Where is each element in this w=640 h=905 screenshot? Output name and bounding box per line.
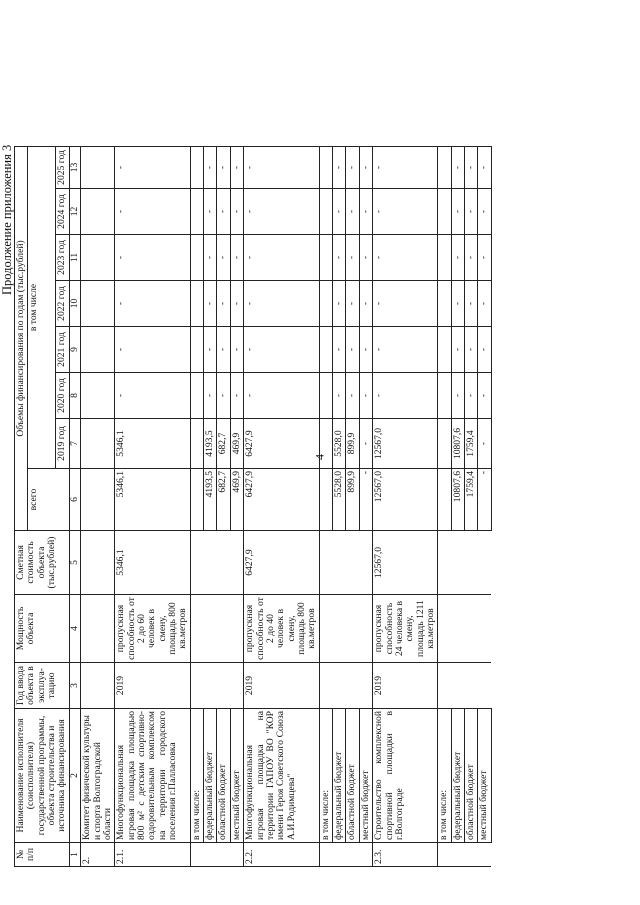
budget-year-value: - (359, 235, 372, 281)
empty-cell (204, 843, 217, 867)
object-year-value: - (373, 327, 438, 373)
empty-cell (438, 469, 451, 531)
object-year: 2019 (115, 663, 191, 709)
empty-cell (333, 595, 346, 663)
page-number: 4 (312, 454, 327, 460)
budget-year-value: - (333, 189, 346, 235)
object-year-value: 12567,0 (373, 419, 438, 469)
column-number: 4 (69, 595, 80, 663)
empty-cell (230, 663, 243, 709)
budget-year-value: - (451, 147, 464, 189)
empty-cell (333, 531, 346, 595)
budget-year-value: - (346, 235, 359, 281)
empty-cell (217, 531, 230, 595)
object-year-value: - (115, 373, 191, 419)
empty-cell (438, 235, 451, 281)
budget-year-value: 4193,5 (204, 419, 217, 469)
empty-cell (451, 531, 464, 595)
header-year-5: 2023 год (56, 235, 69, 281)
object-total: 6427,9 (244, 469, 320, 531)
budget-year-value: 899,9 (346, 419, 359, 469)
section-number: 2. (81, 843, 115, 867)
empty-cell (359, 843, 372, 867)
object-year-value: - (244, 327, 320, 373)
column-number: 7 (69, 419, 80, 469)
including-row (190, 147, 203, 867)
empty-cell (346, 843, 359, 867)
object-year: 2019 (244, 663, 320, 709)
empty-cell (319, 663, 332, 709)
empty-cell (438, 327, 451, 373)
empty-cell (230, 595, 243, 663)
section-name: Комитет физической культуры и спорта Волгоградской области (81, 709, 115, 843)
budget-row (465, 147, 478, 867)
budget-total: 469,9 (230, 469, 243, 531)
budget-year-value: - (230, 373, 243, 419)
empty-cell (319, 419, 332, 469)
object-cost: 6427,9 (244, 531, 320, 595)
object-row (115, 147, 191, 867)
header-year-3: 2021 год (56, 327, 69, 373)
object-year-value: - (373, 147, 438, 189)
budget-year-value: - (465, 147, 478, 189)
budget-year-value: - (465, 373, 478, 419)
empty-cell (478, 595, 491, 663)
empty-cell (333, 843, 346, 867)
budget-year-value: 5528,0 (333, 419, 346, 469)
column-number: 6 (69, 469, 80, 531)
header-cost: Сметная стоимость объекта (тыс.рублей) (15, 531, 70, 595)
budget-total: - (478, 469, 491, 531)
empty-cell (190, 373, 203, 419)
empty-cell (319, 327, 332, 373)
budget-year-value: - (359, 281, 372, 327)
empty-cell (465, 531, 478, 595)
header-incl: в том числе (28, 147, 56, 469)
budget-year-value: - (359, 147, 372, 189)
empty-cell (319, 235, 332, 281)
object-year-value: - (373, 281, 438, 327)
object-number: 2.1. (115, 843, 191, 867)
header-name: Наименование исполнителя (соисполнителя) государственной программы, объекта строительства и источника финансирования (15, 709, 70, 843)
empty-cell (190, 531, 203, 595)
empty-cell (190, 281, 203, 327)
budget-year-value: - (230, 327, 243, 373)
empty-cell (190, 327, 203, 373)
budget-total: - (359, 469, 372, 531)
budget-row (359, 147, 372, 867)
budget-row (451, 147, 464, 867)
object-year-value: 6427,9 (244, 419, 320, 469)
empty-cell (230, 531, 243, 595)
including-label: в том числе: (319, 709, 332, 843)
column-numbers-row (69, 147, 80, 867)
budget-year-value: - (217, 235, 230, 281)
budget-year-value: - (478, 419, 491, 469)
budget-year-value: - (359, 189, 372, 235)
budget-total: 10807,6 (451, 469, 464, 531)
object-year-value: - (115, 147, 191, 189)
object-year-value: - (373, 189, 438, 235)
empty-cell (438, 595, 451, 663)
column-number: 2 (69, 709, 80, 843)
empty-cell (190, 595, 203, 663)
object-row (373, 147, 438, 867)
empty-cell (319, 843, 332, 867)
budget-row (346, 147, 359, 867)
budget-year-value: - (451, 235, 464, 281)
budget-year-value: - (465, 281, 478, 327)
budget-year-value: - (359, 373, 372, 419)
budget-year-value: - (204, 281, 217, 327)
empty-cell (438, 373, 451, 419)
budget-year-value: - (217, 189, 230, 235)
budget-year-value: - (478, 373, 491, 419)
budget-year-value: - (465, 189, 478, 235)
budget-year-value: - (478, 235, 491, 281)
budget-year-value: - (451, 281, 464, 327)
header-year: Год ввода объекта в эксплуа-тацию (15, 663, 70, 709)
empty-cell (319, 595, 332, 663)
empty-cell (359, 595, 372, 663)
budget-label: областной бюджет (346, 709, 359, 843)
column-number: 10 (69, 281, 80, 327)
object-year: 2019 (373, 663, 438, 709)
budget-year-value: - (465, 327, 478, 373)
empty-cell (346, 595, 359, 663)
empty-cell (319, 147, 332, 189)
header-year-6: 2024 год (56, 189, 69, 235)
empty-cell (451, 843, 464, 867)
budget-year-value: 682,7 (217, 419, 230, 469)
budget-year-value: - (451, 189, 464, 235)
object-total: 5346,1 (115, 469, 191, 531)
column-number: 12 (69, 189, 80, 235)
budget-year-value: - (204, 373, 217, 419)
object-total: 12567,0 (373, 469, 438, 531)
object-cost: 12567,0 (373, 531, 438, 595)
empty-cell (438, 531, 451, 595)
empty-cell (438, 147, 451, 189)
budget-year-value: - (333, 373, 346, 419)
empty-cell (438, 281, 451, 327)
empty-cell (190, 235, 203, 281)
empty-cell (478, 843, 491, 867)
empty-cell (190, 469, 203, 531)
budget-year-value: - (465, 235, 478, 281)
budget-year-value: - (359, 327, 372, 373)
including-label: в том числе: (190, 709, 203, 843)
budget-label: местный бюджет (478, 709, 491, 843)
empty-cell (204, 663, 217, 709)
header-row-1 (15, 147, 28, 867)
budget-year-value: - (204, 327, 217, 373)
budget-total: 899,9 (346, 469, 359, 531)
budget-year-value: 10807,6 (451, 419, 464, 469)
empty-cell (217, 595, 230, 663)
header-funding: Объемы финансирования по годам (тыс.рублей) (15, 147, 28, 531)
column-number: 8 (69, 373, 80, 419)
column-number: 1 (69, 843, 80, 867)
empty-cell (451, 663, 464, 709)
empty-cell (359, 663, 372, 709)
budget-total: 682,7 (217, 469, 230, 531)
budget-total: 4193,5 (204, 469, 217, 531)
object-capacity: пропускная способность 24 человека в смену, площадь 1211 кв.метров (373, 595, 438, 663)
budget-row (333, 147, 346, 867)
budget-total: 5528,0 (333, 469, 346, 531)
object-year-value: - (244, 235, 320, 281)
including-label: в том числе: (438, 709, 451, 843)
section-row (81, 147, 115, 867)
header-total: всего (28, 469, 69, 531)
including-row (438, 147, 451, 867)
object-capacity: пропускная способность от 2 до 60 человек в смену, площадь 800 кв.метров (115, 595, 191, 663)
object-year-value: - (373, 373, 438, 419)
object-name: Строительство комплексной спортивной площадки в г.Волгограде (373, 709, 438, 843)
budget-year-value: - (217, 327, 230, 373)
empty-cell (319, 189, 332, 235)
column-number: 5 (69, 531, 80, 595)
budget-year-value: - (478, 281, 491, 327)
budget-row (204, 147, 217, 867)
object-year-value: - (115, 189, 191, 235)
continuation-label: Продолжение приложения 3 (0, 144, 14, 295)
object-year-value: - (244, 373, 320, 419)
budget-year-value: - (359, 419, 372, 469)
object-year-value: - (244, 281, 320, 327)
budget-year-value: 1759,4 (465, 419, 478, 469)
budget-label: федеральный бюджет (333, 709, 346, 843)
budget-label: областной бюджет (465, 709, 478, 843)
financing-table (14, 146, 492, 867)
empty-cell (478, 663, 491, 709)
budget-year-value: - (204, 147, 217, 189)
empty-cell (438, 663, 451, 709)
budget-year-value: - (333, 281, 346, 327)
object-year-value: - (373, 235, 438, 281)
budget-year-value: - (204, 235, 217, 281)
budget-year-value: - (478, 147, 491, 189)
budget-year-value: - (217, 281, 230, 327)
object-number: 2.3. (373, 843, 438, 867)
header-num: № п/п (15, 843, 70, 867)
object-year-value: 5346,1 (115, 419, 191, 469)
budget-year-value: - (346, 327, 359, 373)
object-year-value: - (115, 281, 191, 327)
empty-cell (465, 663, 478, 709)
budget-label: федеральный бюджет (204, 709, 217, 843)
empty-cell (204, 531, 217, 595)
header-year-2: 2020 год (56, 373, 69, 419)
budget-year-value: - (346, 189, 359, 235)
empty-cell (190, 419, 203, 469)
budget-year-value: - (346, 373, 359, 419)
header-year-4: 2022 год (56, 281, 69, 327)
budget-year-value: - (230, 235, 243, 281)
budget-year-value: - (333, 235, 346, 281)
header-capacity: Мощность объекта (15, 595, 70, 663)
empty-cell (359, 531, 372, 595)
budget-row (478, 147, 491, 867)
budget-label: местный бюджет (230, 709, 243, 843)
empty-cell (217, 663, 230, 709)
including-row (319, 147, 332, 867)
column-number: 9 (69, 327, 80, 373)
empty-cell (319, 531, 332, 595)
empty-cell (346, 531, 359, 595)
object-year-value: - (244, 189, 320, 235)
budget-label: федеральный бюджет (451, 709, 464, 843)
budget-total: 1759,4 (465, 469, 478, 531)
empty-cell (230, 843, 243, 867)
empty-cell (438, 189, 451, 235)
budget-year-value: - (346, 147, 359, 189)
header-year-7: 2025 год (56, 147, 69, 189)
budget-year-value: - (217, 373, 230, 419)
object-row (244, 147, 320, 867)
object-cost: 5346,1 (115, 531, 191, 595)
object-year-value: - (115, 235, 191, 281)
object-year-value: - (115, 327, 191, 373)
budget-year-value: - (478, 327, 491, 373)
budget-year-value: - (230, 147, 243, 189)
empty-cell (478, 531, 491, 595)
empty-cell (346, 663, 359, 709)
budget-year-value: - (478, 189, 491, 235)
budget-year-value: - (333, 327, 346, 373)
column-number: 11 (69, 235, 80, 281)
empty-cell (438, 419, 451, 469)
budget-year-value: - (346, 281, 359, 327)
object-name: Многофункциональная игровая площадка на территории ГАПОУ ВО "КОР имени Героя Советского Союза А.И.Родимцева" (244, 709, 320, 843)
empty-cell (438, 843, 451, 867)
object-number: 2.2. (244, 843, 320, 867)
budget-year-value: 469,9 (230, 419, 243, 469)
empty-cell (319, 281, 332, 327)
empty-cell (319, 373, 332, 419)
budget-row (217, 147, 230, 867)
budget-year-value: - (204, 189, 217, 235)
budget-year-value: - (451, 327, 464, 373)
budget-year-value: - (451, 373, 464, 419)
empty-cell (190, 663, 203, 709)
empty-cell (204, 595, 217, 663)
empty-cell (190, 147, 203, 189)
object-name: Многофункциональная игровая площадка площадью 800 м² с детским спортивно-оздоровительным комплексом на территории городского поселения г.Палласовка (115, 709, 191, 843)
column-number: 13 (69, 147, 80, 189)
budget-row (230, 147, 243, 867)
empty-cell (333, 663, 346, 709)
column-number: 3 (69, 663, 80, 709)
empty-cell (190, 843, 203, 867)
header-year-1: 2019 год (56, 419, 69, 469)
budget-year-value: - (217, 147, 230, 189)
empty-cell (465, 595, 478, 663)
empty-cell (319, 469, 332, 531)
object-year-value: - (244, 147, 320, 189)
object-capacity: пропускная способность от 2 до 40 человек в смену, площадь 800 кв.метров (244, 595, 320, 663)
budget-label: местный бюджет (359, 709, 372, 843)
empty-cell (217, 843, 230, 867)
budget-year-value: - (230, 189, 243, 235)
budget-label: областной бюджет (217, 709, 230, 843)
budget-year-value: - (333, 147, 346, 189)
empty-cell (451, 595, 464, 663)
empty-cell (190, 189, 203, 235)
empty-cell (465, 843, 478, 867)
budget-year-value: - (230, 281, 243, 327)
